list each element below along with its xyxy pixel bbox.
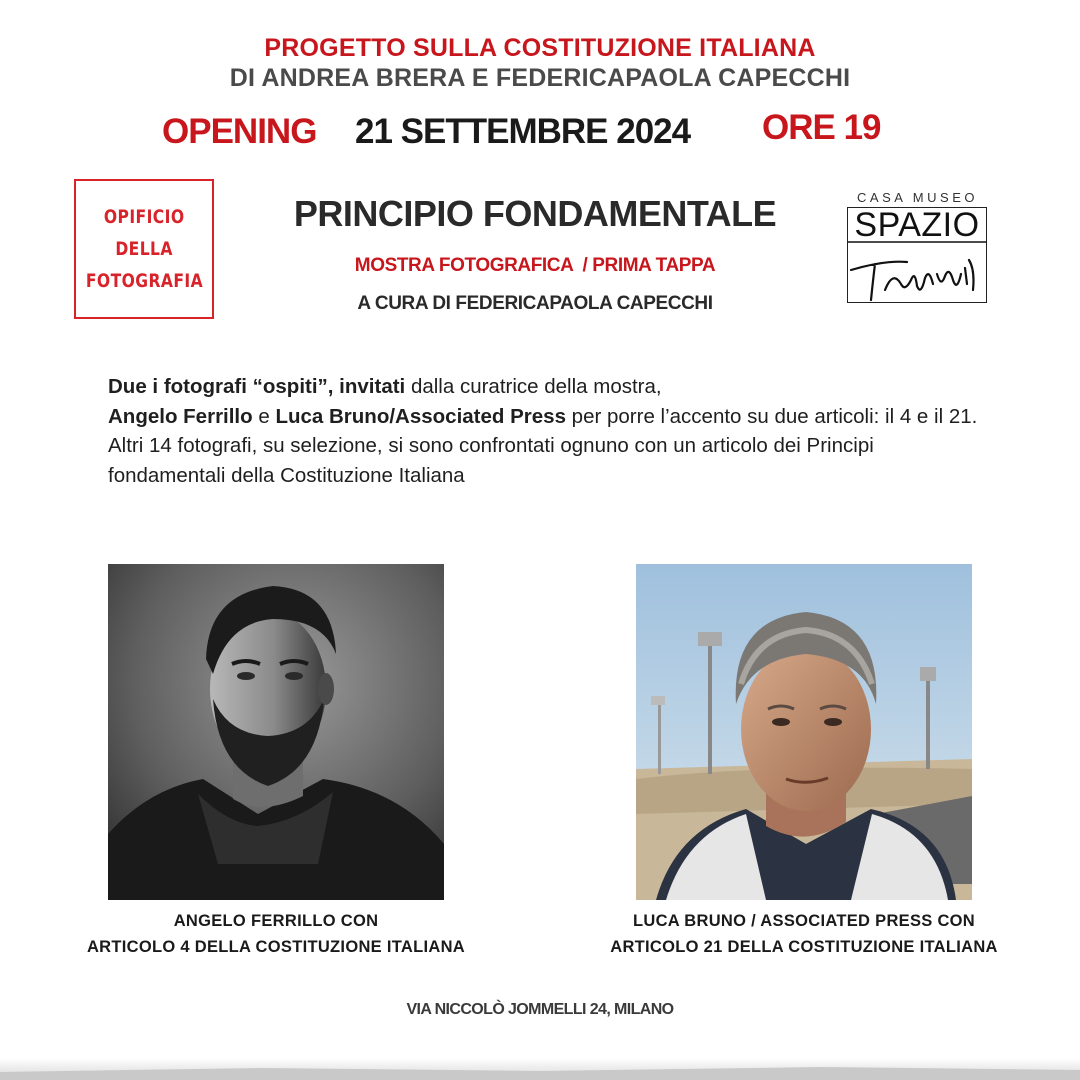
caption-line: ARTICOLO 21 DELLA COSTITUZIONE ITALIANA [610, 938, 998, 956]
intro-paragraph-2: Altri 14 fotografi, su selezione, si sono confrontati ognuno con un articolo dei Principi fondamentali della Costituzione Italiana [108, 434, 874, 487]
logo-line: OPIFICIO [103, 206, 185, 228]
caption-line: ARTICOLO 4 DELLA COSTITUZIONE ITALIANA [86, 938, 466, 956]
intro-paragraph-1 [108, 372, 988, 431]
logo-word: SPAZIO [854, 206, 980, 244]
opening-row [0, 108, 1080, 158]
opening-date: 21 SETTEMBRE 2024 [355, 112, 691, 151]
decorative-bottom-band [0, 1058, 1080, 1080]
intro-text [108, 372, 988, 490]
casa-museo-spazio-tadini-logo [845, 190, 990, 305]
opening-time: ORE 19 [762, 108, 881, 147]
exhibition-curator: A CURA DI FEDERICAPAOLA CAPECCHI [357, 293, 713, 314]
caption-angelo-ferrillo [60, 908, 492, 960]
caption-luca-bruno [588, 908, 1020, 960]
intro-text-span: dalla curatrice della mostra, [405, 375, 662, 398]
exhibition-subtitle: MOSTRA FOTOGRAFICA / PRIMA TAPPA [354, 255, 716, 276]
project-authors: DI ANDREA BRERA E FEDERICAPAOLA CAPECCHI [229, 64, 851, 92]
signature-mark [845, 240, 990, 302]
opening-label: OPENING [162, 112, 317, 151]
intro-bold-ferrillo: Angelo Ferrillo [108, 404, 253, 428]
photo-luca-bruno [636, 564, 972, 900]
logo-line: DELLA [115, 238, 173, 260]
caption-line: LUCA BRUNO / ASSOCIATED PRESS CON [632, 912, 976, 930]
venue-address: VIA NICCOLÒ JOMMELLI 24, MILANO [406, 1001, 674, 1018]
exhibition-title: PRINCIPIO FONDAMENTALE [293, 193, 777, 234]
logo-top-text: CASA MUSEO [857, 190, 978, 205]
intro-bold-bruno: Luca Bruno/Associated Press [275, 404, 566, 428]
photo-angelo-ferrillo [108, 564, 444, 900]
intro-text-span: per porre l’accento su due articoli: il 4 e il 21. [565, 404, 978, 428]
opificio-della-fotografia-logo [74, 179, 214, 319]
caption-line: ANGELO FERRILLO CON [173, 912, 379, 930]
intro-bold-guests: Due i fotografi “ospiti”, invitati [108, 375, 406, 398]
intro-text-span: e [252, 404, 276, 428]
project-title: PROGETTO SULLA COSTITUZIONE ITALIANA [264, 34, 816, 62]
logo-line: FOTOGRAFIA [85, 270, 203, 292]
